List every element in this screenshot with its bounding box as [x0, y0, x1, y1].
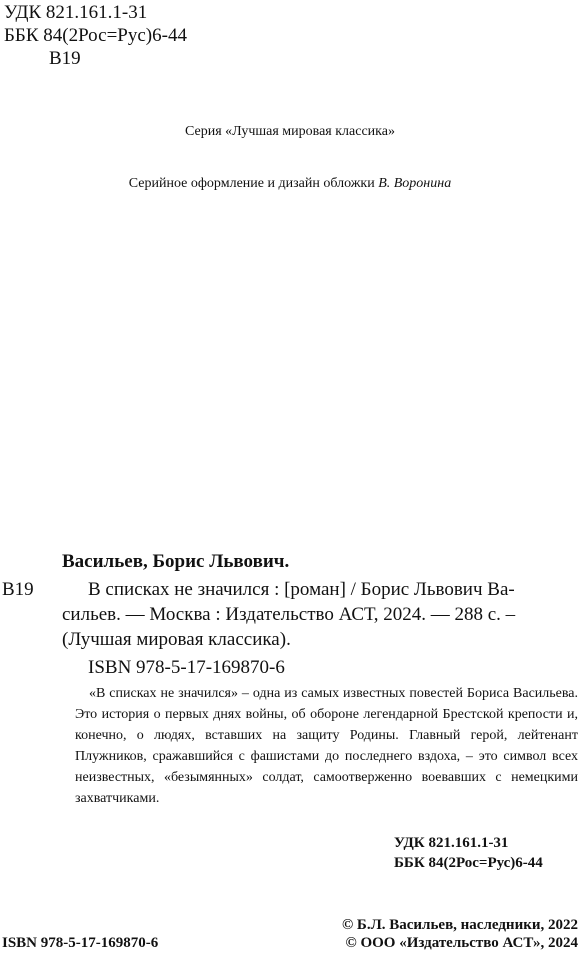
series-title: Серия «Лучшая мировая классика» — [185, 124, 395, 139]
annotation-paragraph: «В списках не значился» – одна из самых известных повестей Бориса Васильева. Это история о первых днях войны, об обороне легендарной Брестской крепости и, конечно, о людях, вставших на защиту Родины. Главный герой, лейтенант Плужников, сражавшийся с фашистами до последнего вздоха, – это символ всех неизвестных, «безымянных» солдат, самоотверженно воевавших с немецкими захватчиками. — [75, 686, 578, 806]
design-credit — [0, 176, 580, 192]
designer-name: В. Воронина — [378, 176, 452, 191]
footer-isbn: ISBN 978-5-17-169870-6 — [2, 935, 159, 951]
entry-isbn: ISBN 978-5-17-169870-6 — [88, 657, 285, 678]
entry-mark: В19 — [2, 579, 34, 600]
copyright-publisher: © ООО «Издательство АСТ», 2024 — [345, 935, 578, 951]
entry-author-heading: Васильев, Борис Львович. — [62, 551, 290, 572]
copyright-author: © Б.Л. Васильев, наследники, 2022 — [341, 917, 578, 933]
udk-code-top: УДК 821.161.1-31 — [4, 2, 148, 23]
entry-line-2: сильев. — Москва : Издательство АСТ, 2024. — 288 с. – — [62, 604, 516, 625]
bbk-code-top: ББК 84(2Рос=Рус)6-44 — [4, 25, 187, 46]
udk-code-bottom: УДК 821.161.1-31 — [394, 835, 509, 851]
design-credit-text: Серийное оформление и дизайн обложки — [128, 176, 379, 191]
entry-line-3: (Лучшая мировая классика). — [62, 629, 291, 650]
bbk-code-bottom: ББК 84(2Рос=Рус)6-44 — [394, 855, 543, 871]
author-mark-top: В19 — [49, 48, 81, 69]
entry-line-1: В списках не значился : [роман] / Борис Львович Ва- — [88, 579, 515, 600]
